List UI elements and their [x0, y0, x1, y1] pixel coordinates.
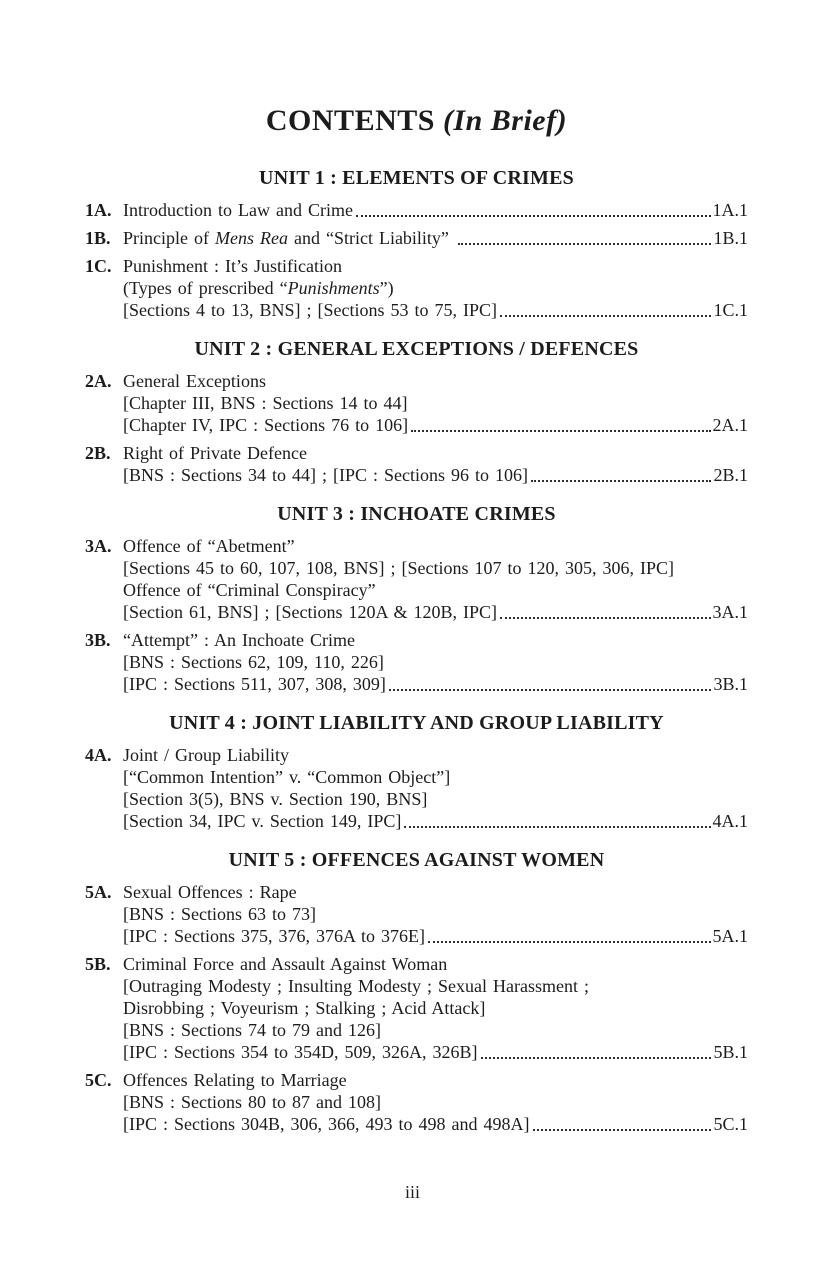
line-text: “Attempt” : An Inchoate Crime: [123, 630, 355, 650]
line-text: [BNS : Sections 74 to 79 and 126]: [123, 1020, 381, 1040]
line-text: Criminal Force and Assault Against Woman: [123, 954, 448, 974]
item-number: 3B.: [85, 630, 111, 650]
item-number: 2B.: [85, 443, 111, 463]
line-text: Offences Relating to Marriage: [123, 1070, 347, 1090]
item-lines: [123, 442, 748, 486]
line-text: [BNS : Sections 63 to 73]: [123, 904, 317, 924]
toc-line: [123, 277, 748, 299]
toc-line: [123, 673, 748, 695]
page-title: [85, 104, 748, 138]
dot-leader: [500, 299, 711, 317]
line-text: [BNS : Sections 62, 109, 110, 226]: [123, 652, 384, 672]
toc-line: [123, 299, 748, 321]
line-text-pre: (Types of prescribed “: [123, 278, 288, 298]
toc-item: [85, 1069, 748, 1135]
line-text: Offence of “Criminal Conspiracy”: [123, 580, 376, 600]
toc-line: [123, 810, 748, 832]
dot-leader: [389, 673, 712, 691]
toc-item: [85, 255, 748, 321]
item-number: 3A.: [85, 536, 112, 556]
dot-leader: [411, 414, 710, 432]
toc-line: [123, 1113, 748, 1135]
unit-heading: UNIT 4 : JOINT LIABILITY AND GROUP LIABILITY: [169, 712, 664, 734]
page-ref: 2A.1: [712, 415, 748, 435]
page-ref: 1C.1: [713, 300, 748, 320]
item-lines: [123, 629, 748, 695]
line-text: Disrobbing ; Voyeurism ; Stalking ; Acid Attack]: [123, 998, 486, 1018]
toc-line: [123, 766, 748, 788]
line-text: Right of Private Defence: [123, 443, 307, 463]
toc-line: [123, 925, 748, 947]
toc-line: [123, 975, 748, 997]
page-ref: 2B.1: [713, 465, 748, 485]
toc-item: [85, 953, 748, 1063]
item-number: 4A.: [85, 745, 112, 765]
toc-line: [123, 392, 748, 414]
line-text: [Outraging Modesty ; Insulting Modesty ; Sexual Harassment ;: [123, 976, 589, 996]
toc-unit: [85, 502, 748, 695]
line-text: [IPC : Sections 511, 307, 308, 309]: [123, 674, 386, 694]
dot-leader: [481, 1041, 712, 1059]
toc-line: [123, 953, 748, 975]
dot-leader: [428, 925, 711, 943]
item-number: 1B.: [85, 228, 111, 248]
toc-item: [85, 744, 748, 832]
line-text: Sexual Offences : Rape: [123, 882, 297, 902]
item-number: 2A.: [85, 371, 112, 391]
item-lines: [123, 227, 748, 249]
unit-heading: UNIT 3 : INCHOATE CRIMES: [277, 503, 556, 525]
page-title-italic: (In Brief): [442, 104, 568, 137]
toc-line: [123, 464, 748, 486]
toc-item: [85, 629, 748, 695]
item-lines: [123, 953, 748, 1063]
toc-line: [123, 1041, 748, 1063]
line-text: [Chapter III, BNS : Sections 14 to 44]: [123, 393, 408, 413]
page-number: iii: [404, 1182, 420, 1202]
page-ref: 3B.1: [713, 674, 748, 694]
item-lines: [123, 1069, 748, 1135]
page-title-main: CONTENTS: [265, 104, 443, 137]
toc-item: [85, 535, 748, 623]
toc-line: [123, 788, 748, 810]
line-text: [IPC : Sections 354 to 354D, 509, 326A, 326B]: [123, 1042, 478, 1062]
line-text-pre: Principle of: [123, 228, 215, 248]
line-text: [Section 61, BNS] ; [Sections 120A & 120B, IPC]: [123, 602, 498, 622]
item-lines: [123, 370, 748, 436]
line-text: [BNS : Sections 80 to 87 and 108]: [123, 1092, 381, 1112]
line-text: [Section 3(5), BNS v. Section 190, BNS]: [123, 789, 428, 809]
line-text-post: and “Strict Liability”: [287, 228, 455, 248]
toc-line: [123, 579, 748, 601]
dot-leader: [531, 464, 711, 482]
item-number: 5C.: [85, 1070, 112, 1090]
toc-line: [123, 744, 748, 766]
line-text: Joint / Group Liability: [123, 745, 289, 765]
item-number: 5B.: [85, 954, 111, 974]
unit-heading: UNIT 5 : OFFENCES AGAINST WOMEN: [228, 849, 605, 871]
toc-line: [123, 535, 748, 557]
dot-leader: [533, 1113, 712, 1131]
line-text: [BNS : Sections 34 to 44] ; [IPC : Sections 96 to 106]: [123, 465, 528, 485]
toc-item: [85, 370, 748, 436]
dot-leader: [356, 199, 711, 217]
toc-list: [85, 166, 748, 1135]
toc-line: [123, 629, 748, 651]
line-text: [IPC : Sections 304B, 306, 366, 493 to 498 and 498A]: [123, 1114, 530, 1134]
item-lines: [123, 199, 748, 221]
toc-line: [123, 370, 748, 392]
toc-unit: [85, 337, 748, 486]
line-text: Offence of “Abetment”: [123, 536, 295, 556]
item-lines: [123, 744, 748, 832]
toc-line: [123, 1091, 748, 1113]
line-text-italic: Mens Rea: [214, 228, 288, 248]
toc-item: [85, 227, 748, 249]
line-text: [Chapter IV, IPC : Sections 76 to 106]: [123, 415, 409, 435]
line-text: Punishment : It’s Justification: [123, 256, 342, 276]
toc-item: [85, 442, 748, 486]
toc-item: [85, 199, 748, 221]
line-text: [123, 277, 394, 299]
line-text: General Exceptions: [123, 371, 266, 391]
page-ref: 4A.1: [712, 811, 748, 831]
item-number: 5A.: [85, 882, 112, 902]
line-text: [Sections 45 to 60, 107, 108, BNS] ; [Sections 107 to 120, 305, 306, IPC]: [123, 558, 674, 578]
item-number: 1A.: [85, 200, 112, 220]
line-text: [IPC : Sections 375, 376, 376A to 376E]: [123, 926, 425, 946]
line-text-post: ”): [379, 278, 394, 298]
toc-item: [85, 881, 748, 947]
page-ref: 1B.1: [713, 228, 748, 248]
unit-heading: UNIT 2 : GENERAL EXCEPTIONS / DEFENCES: [194, 338, 639, 360]
toc-line: [123, 903, 748, 925]
toc-line: [123, 557, 748, 579]
toc-line: [123, 255, 748, 277]
line-text-italic: Punishments: [287, 278, 380, 298]
toc-line: [123, 442, 748, 464]
page-ref: 3A.1: [712, 602, 748, 622]
toc-line: [123, 1019, 748, 1041]
toc-line: [123, 651, 748, 673]
item-lines: [123, 881, 748, 947]
dot-leader: [404, 810, 710, 828]
toc-line: [123, 227, 748, 249]
page-ref: 5B.1: [713, 1042, 748, 1062]
item-number: 1C.: [85, 256, 112, 276]
dot-leader: [458, 227, 712, 245]
toc-unit: [85, 848, 748, 1135]
unit-heading: UNIT 1 : ELEMENTS OF CRIMES: [259, 167, 574, 189]
toc-line: [123, 881, 748, 903]
item-lines: [123, 535, 748, 623]
item-lines: [123, 255, 748, 321]
toc-line: [123, 1069, 748, 1091]
page-ref: 5A.1: [712, 926, 748, 946]
dot-leader: [500, 601, 710, 619]
line-text: [Section 34, IPC v. Section 149, IPC]: [123, 811, 402, 831]
toc-line: [123, 199, 748, 221]
toc-unit: [85, 711, 748, 832]
page-ref: 1A.1: [712, 200, 748, 220]
toc-line: [123, 997, 748, 1019]
line-text: Introduction to Law and Crime: [123, 200, 353, 220]
toc-line: [123, 601, 748, 623]
line-text: [Sections 4 to 13, BNS] ; [Sections 53 to 75, IPC]: [123, 300, 497, 320]
toc-unit: [85, 166, 748, 321]
line-text: [123, 227, 455, 249]
line-text: [“Common Intention” v. “Common Object”]: [123, 767, 451, 787]
toc-line: [123, 414, 748, 436]
page-ref: 5C.1: [713, 1114, 748, 1134]
